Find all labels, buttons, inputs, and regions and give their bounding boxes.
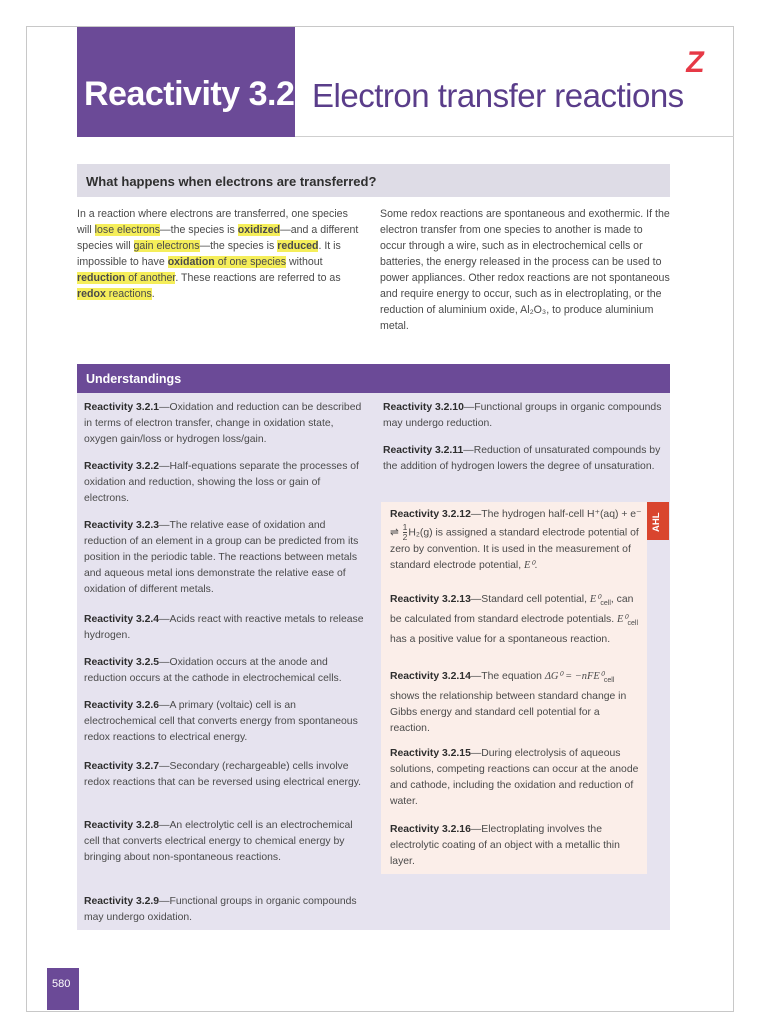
page-number: 580 bbox=[52, 978, 71, 990]
understanding-item: Reactivity 3.2.5—Oxidation occurs at the anode and reduction occurs at the cathode in electrochemical cells. bbox=[84, 657, 342, 684]
highlighted-term: oxidized bbox=[237, 224, 281, 236]
highlighted-term: redox bbox=[77, 288, 106, 300]
understanding-item: Reactivity 3.2.7—Secondary (rechargeable) cells involve redox reactions that can be reversed using electrical energy. bbox=[84, 761, 362, 788]
highlighted-term: reduced bbox=[277, 240, 319, 252]
understanding-item: Reactivity 3.2.3—The relative ease of oxidation and reduction of an element in a group can be predicted from its position in the periodic table. The reactions between metals and aqueous metal ions demonstrate the relative ease of oxidation of different metals. bbox=[84, 520, 359, 595]
intro-text-run: . These reactions are referred to as bbox=[175, 272, 341, 284]
understanding-item: Reactivity 3.2.9—Functional groups in organic compounds may undergo oxidation. bbox=[84, 896, 357, 923]
intro-text-run: —the species is bbox=[199, 240, 278, 252]
understanding-item: Reactivity 3.2.12—The hydrogen half-cell H⁺(aq) + e⁻ ⇌ $\frac{1}{2}$ H₂(g) is assigned a standard electrode potential of zero by convention. It is used in the measurement of standard electrode potential, E⁰. bbox=[390, 509, 642, 571]
highlighted-term: of another bbox=[125, 272, 176, 284]
intro-right-paragraph: Some redox reactions are spontaneous and exothermic. If the electron transfer from one species to another is made to occur through a wire, such as in electrochemical cells or batteries, the energy released in the process can be used to power appliances. Other redox reactions are not spontaneous and require energy to occur, such as in electroplating, or the reduction of aluminium oxide, Al₂O₃, to produce aluminium metal. bbox=[380, 208, 670, 332]
highlighted-term: reactions bbox=[105, 288, 152, 300]
intro-left-paragraph bbox=[77, 206, 363, 302]
ahl-label: AHL bbox=[651, 512, 662, 532]
title-divider bbox=[295, 136, 734, 137]
understanding-item: Reactivity 3.2.16—Electroplating involves the electrolytic coating of an object with a metallic thin layer. bbox=[390, 824, 620, 867]
highlighted-term: reduction bbox=[77, 272, 126, 284]
chapter-number: Reactivity 3.2 bbox=[84, 75, 295, 113]
understanding-item: Reactivity 3.2.15—During electrolysis of aqueous solutions, competing reactions can occur at the anode and cathode, including the oxidation and reduction of water. bbox=[390, 748, 639, 807]
understanding-item: Reactivity 3.2.14—The equation $\Delta G^0 = -nFE^0_{cell}$ shows the relationship between standard change in Gibbs energy and standard cell potential for a reaction. bbox=[390, 671, 627, 735]
intro-text-run: —the species is bbox=[160, 224, 238, 236]
chapter-title: Electron transfer reactions bbox=[312, 77, 684, 114]
guiding-question: What happens when electrons are transferred? bbox=[86, 174, 377, 189]
intro-text-run: . bbox=[151, 288, 155, 300]
intro-text-run: . It is impossible to have bbox=[77, 240, 341, 268]
intro-text-run: —and a different species will bbox=[77, 224, 359, 252]
highlighted-term: lose electrons bbox=[94, 224, 161, 236]
highlighted-term: oxidation bbox=[167, 256, 215, 268]
understanding-item: Reactivity 3.2.13—Standard cell potential, $E^0_{cell}$, can be calculated from standard electrode potentials. $E^0_{cell}$ has a positive value for a spontaneous reaction. bbox=[390, 594, 639, 646]
understanding-item: Reactivity 3.2.11—Reduction of unsaturated compounds by the addition of hydrogen lowers the degree of unsaturation. bbox=[383, 445, 661, 472]
understanding-item: Reactivity 3.2.4—Acids react with reactive metals to release hydrogen. bbox=[84, 614, 364, 641]
understanding-item: Reactivity 3.2.1—Oxidation and reduction can be described in terms of electron transfer, change in oxidation state, oxygen gain/loss or hydrogen loss/gain. bbox=[84, 402, 362, 445]
highlighted-term: of one species bbox=[214, 256, 287, 268]
intro-text-run: without bbox=[286, 256, 323, 268]
intro-text-run: In a reaction where electrons are transferred, one species will bbox=[77, 208, 348, 236]
brand-logo-icon: Z bbox=[683, 46, 707, 79]
understanding-item: Reactivity 3.2.10—Functional groups in organic compounds may undergo reduction. bbox=[383, 402, 662, 429]
understandings-title: Understandings bbox=[86, 372, 182, 386]
understanding-item: Reactivity 3.2.8—An electrolytic cell is an electrochemical cell that converts electrical energy to chemical energy by bringing about non-spontaneous reactions. bbox=[84, 820, 353, 863]
understanding-item: Reactivity 3.2.2—Half-equations separate the processes of oxidation and reduction, showing the loss or gain of electrons. bbox=[84, 461, 359, 504]
understanding-item: Reactivity 3.2.6—A primary (voltaic) cell is an electrochemical cell that converts energy from spontaneous redox reactions to electrical energy. bbox=[84, 700, 358, 743]
highlighted-term: gain electrons bbox=[133, 240, 200, 252]
fraction: $\frac{1}{2}$ bbox=[402, 522, 408, 542]
